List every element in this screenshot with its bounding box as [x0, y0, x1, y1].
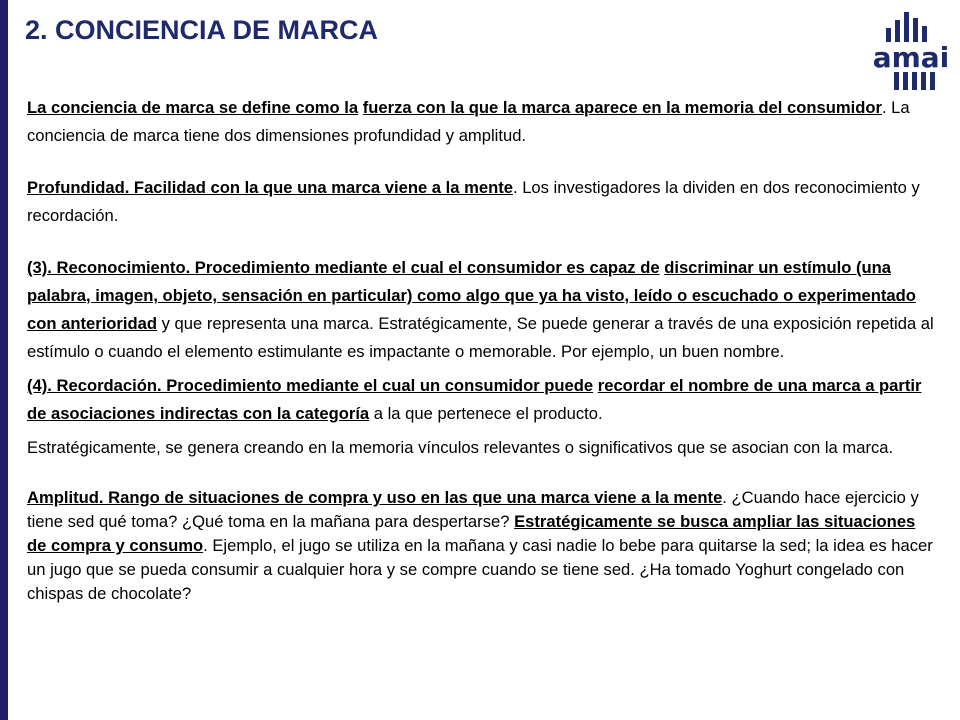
slide-body: [27, 94, 939, 606]
spacer: [27, 230, 939, 254]
definition-key-phrase: fuerza con la que la marca aparece en la memoria del consumidor: [362, 98, 882, 117]
paragraph-estrategia: [27, 434, 939, 462]
logo-wordmark: amai: [872, 41, 950, 74]
paragraph-profundidad: [27, 174, 939, 230]
amplitud-heading: Amplitud. Rango de situaciones de compra y uso en las que una marca viene a la mente: [27, 488, 723, 507]
slide-title: 2. CONCIENCIA DE MARCA: [25, 15, 379, 45]
definition-rest: . La conciencia de marca tiene dos dimensiones profundidad y amplitud.: [27, 98, 910, 145]
profundidad-heading: Profundidad. Facilidad con la que una marca viene a la mente: [27, 178, 513, 197]
paragraph-definition: [27, 94, 939, 150]
amai-logo: [872, 6, 950, 96]
spacer: [27, 462, 939, 486]
reconocimiento-key-phrase: discriminar un estímulo (una palabra, imagen, objeto, sensación en particular) como algo que ya ha visto, leído o escuchado o experimentado con anterioridad: [27, 258, 916, 333]
paragraph-amplitud: [27, 486, 939, 606]
amplitud-text: . Ejemplo, el jugo se utiliza en la mañana y casi nadie lo bebe para quitarse la sed; la idea es hacer un jugo que se pueda consumir a cualquier hora y se compre cuando se tiene sed. ¿Ha tomado Yoghurt congelado con chispas de chocolate?: [27, 536, 933, 603]
reconocimiento-heading: (3). Reconocimiento. Procedimiento mediante el cual el consumidor es capaz de: [27, 258, 660, 277]
amai-logo-graphic: [872, 6, 950, 96]
left-accent-bar: [0, 0, 8, 720]
amplitud-questions: . ¿Cuando hace ejercicio y tiene sed qué toma? ¿Qué toma en la mañana para despertarse?: [27, 488, 919, 531]
paragraph-reconocimiento: [27, 254, 939, 366]
amplitud-key-phrase: Estratégicamente se busca ampliar las situaciones de compra y consumo: [27, 512, 916, 555]
definition-lead: La conciencia de marca se define como la: [27, 98, 359, 117]
recordacion-heading: (4). Recordación. Procedimiento mediante el cual un consumidor puede: [27, 376, 594, 395]
reconocimiento-text: y que representa una marca. Estratégicamente, Se puede generar a través de una exposición repetida al estímulo o cuando el elemento estimulante es impactante o memorable. Por ejemplo, un buen nombre.: [27, 314, 934, 361]
recordacion-text: a la que pertenece el producto.: [369, 404, 603, 423]
recordacion-key-phrase: recordar el nombre de una marca a partir de asociaciones indirectas con la categoría: [27, 376, 922, 423]
paragraph-recordacion: [27, 372, 939, 428]
spacer: [27, 150, 939, 174]
estrategia-text: Estratégicamente, se genera creando en la memoria vínculos relevantes o significativos que se asocian con la marca.: [27, 438, 894, 457]
profundidad-text: . Los investigadores la dividen en dos reconocimiento y recordación.: [27, 178, 920, 225]
